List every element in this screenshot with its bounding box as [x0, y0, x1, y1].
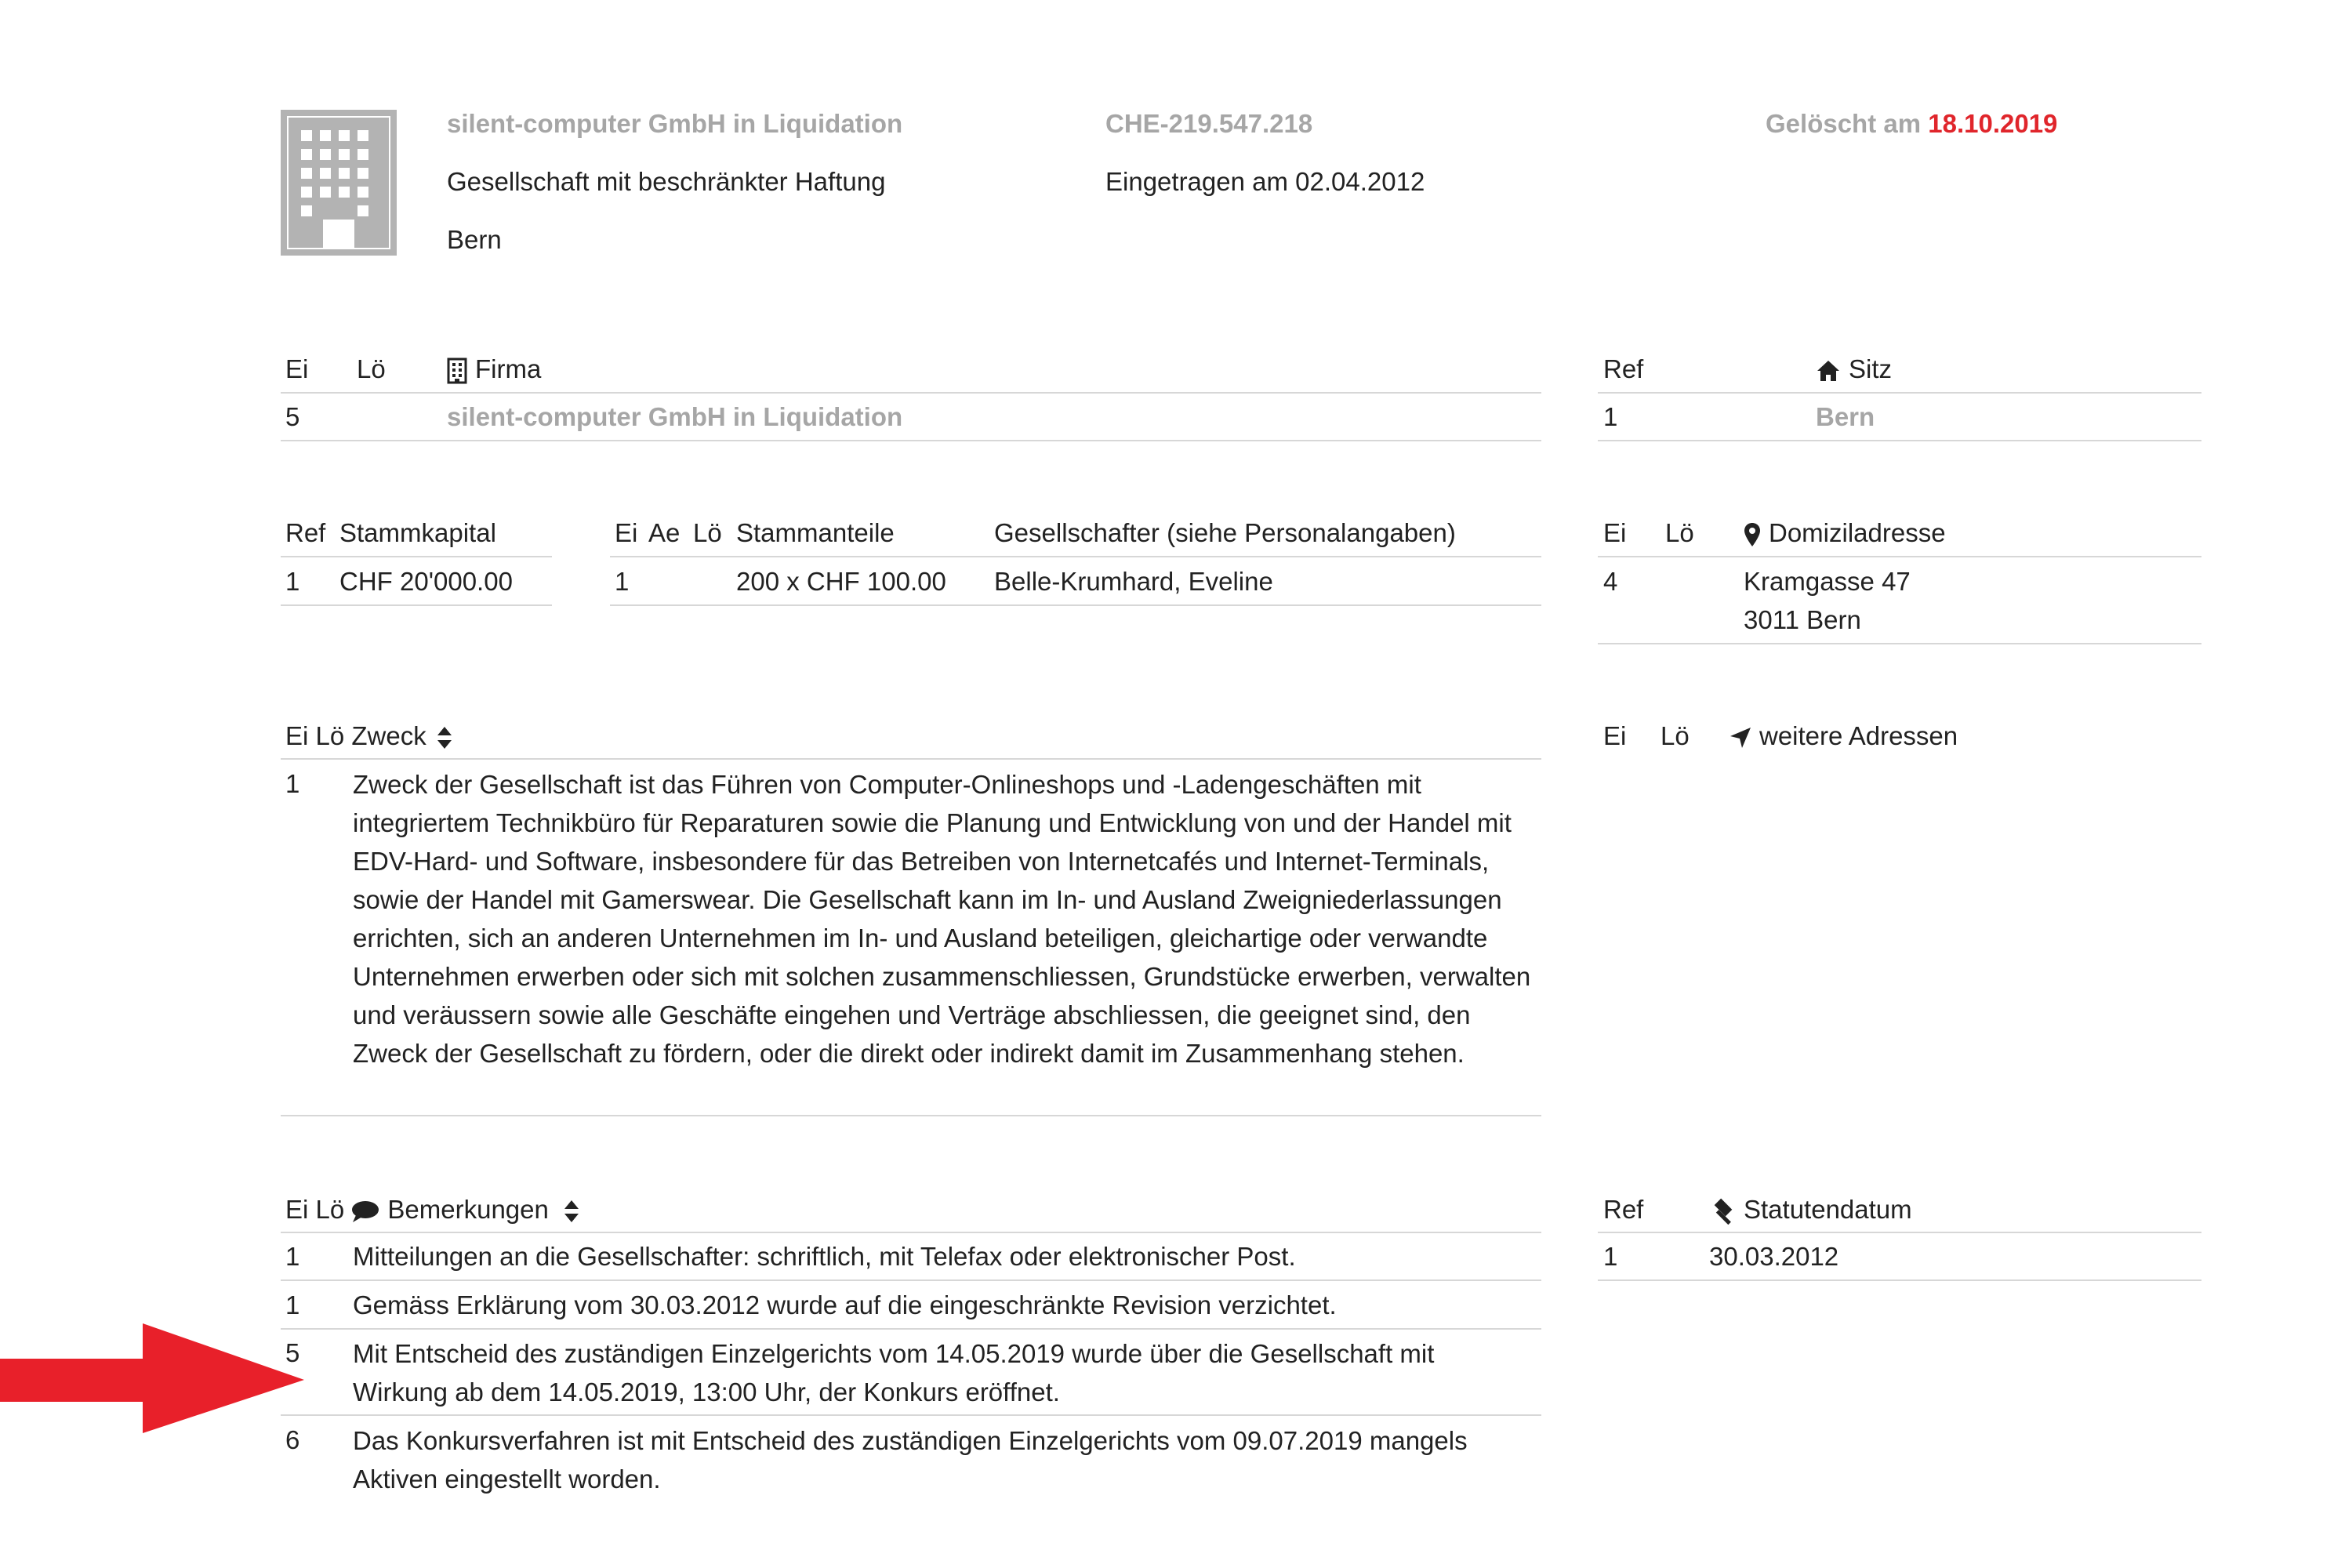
bemerkungen-col-header[interactable] — [285, 1195, 587, 1225]
divider — [281, 1414, 1541, 1416]
sitz-col-sitz — [1816, 354, 1892, 384]
header-deleted — [1766, 109, 2057, 139]
statuten-col-ref: Ref — [1603, 1195, 1644, 1224]
zweck-row-ei: 1 — [285, 769, 300, 798]
anteile-row-gesellschafter: Belle-Krumhard, Eveline — [994, 567, 1273, 596]
anteile-col-lo: Lö — [693, 518, 722, 547]
divider — [1598, 440, 2201, 441]
adressen-col-weitere — [1730, 721, 1958, 751]
divider — [281, 1328, 1541, 1330]
divider — [281, 392, 1541, 394]
gavel-icon — [1709, 1198, 1736, 1225]
adressen-col-lo: Lö — [1661, 721, 1690, 750]
statuten-col-statutendatum-label: Statutendatum — [1744, 1195, 1912, 1224]
bemerkung-row-text: Mitteilungen an die Gesellschafter: schriftlich, mit Telefax oder elektronischer Post. — [353, 1242, 1296, 1271]
location-arrow-icon — [1730, 727, 1751, 749]
deleted-label: Gelöscht am — [1766, 109, 1922, 138]
anteile-col-ei: Ei — [615, 518, 638, 547]
divider — [1598, 1232, 2201, 1233]
anteile-col-stammanteile: Stammanteile — [736, 518, 895, 547]
divider — [1598, 392, 2201, 394]
divider — [1598, 556, 2201, 557]
divider — [281, 440, 1541, 441]
home-icon — [1816, 359, 1841, 383]
bemerkung-row-ei: 6 — [285, 1425, 300, 1454]
divider — [610, 556, 1541, 557]
header-company-name: silent-computer GmbH in Liquidation — [447, 109, 903, 138]
sitz-row-sitz: Bern — [1816, 402, 1875, 431]
deleted-date: 18.10.2019 — [1928, 109, 2058, 138]
divider — [281, 556, 552, 557]
building-icon — [281, 110, 397, 256]
building-small-icon — [447, 358, 467, 384]
comment-icon — [351, 1200, 379, 1223]
firma-col-lo: Lö — [357, 354, 386, 383]
bemerkung-row-ei: 1 — [285, 1242, 300, 1271]
bemerkungen-col-bemerkungen: Bemerkungen — [387, 1195, 549, 1224]
red-arrow-icon — [0, 1323, 307, 1433]
sort-icon[interactable] — [564, 1200, 579, 1223]
map-marker-icon — [1744, 522, 1761, 547]
zweck-text: Zweck der Gesellschaft ist das Führen von Computer-Onlineshops und -Ladengeschäften mit integriertem Technikbüro für Reparaturen sowie die Planung und Entwicklung von und der Handel mit EDV-Hard- und Software, insbesondere für das Betreiben von Internetcafés und Internet-Terminals, sowie der Handel mit Gamerswear. Die Gesellschaft kann im In- und Ausland Zweigniederlassungen errichten, sich an anderen Unternehmen im In- und Ausland beteiligen, gleichartige oder verwandte Unternehmen erwerben oder sich mit solchen zusammenschliessen, Grundstücke erwerben, verwalten und veräussern sowie alle Geschäfte eingehen und Verträge abschliessen, die geeignet sind, den Zweck der Gesellschaft zu fördern, oder die direkt oder indirekt damit im Zusammenhang stehen. — [353, 770, 1531, 1068]
zweck-col-eilo: Ei Lö — [285, 721, 345, 750]
firma-row-ei: 5 — [285, 402, 300, 431]
divider — [281, 1232, 1541, 1233]
firma-col-ei: Ei — [285, 354, 309, 383]
adressen-col-ei: Ei — [1603, 721, 1627, 750]
adressen-col-weitere-label: weitere Adressen — [1759, 721, 1958, 750]
statuten-row-date: 30.03.2012 — [1709, 1242, 1839, 1271]
domizil-col-domizil-label: Domiziladresse — [1769, 518, 1946, 547]
firma-col-firma-label: Firma — [475, 354, 542, 383]
header-uid: CHE-219.547.218 — [1105, 109, 1313, 138]
firma-row-name: silent-computer GmbH in Liquidation — [447, 402, 903, 431]
company-building-icon — [281, 110, 397, 256]
header-registered-date: Eingetragen am 02.04.2012 — [1105, 167, 1425, 196]
sort-icon[interactable] — [437, 726, 452, 750]
divider — [1598, 643, 2201, 644]
divider — [1598, 1279, 2201, 1281]
header-location: Bern — [447, 225, 502, 254]
zweck-col-header[interactable] — [285, 721, 460, 751]
kapital-col-stammkapital: Stammkapital — [339, 518, 496, 547]
domizil-row-line1: Kramgasse 47 — [1744, 567, 1911, 596]
divider — [281, 1279, 1541, 1281]
bemerkung-row-text: Mit Entscheid des zuständigen Einzelgerichts vom 14.05.2019 wurde über die Gesellschaft mit Wirkung ab dem 14.05.2019, 13:00 Uhr, der Konkurs eröffnet. — [353, 1339, 1435, 1406]
sitz-row-ref: 1 — [1603, 402, 1618, 431]
kapital-row-ref: 1 — [285, 567, 300, 596]
zweck-col-zweck: Zweck — [351, 721, 426, 750]
domizil-row-line2: 3011 Bern — [1744, 605, 1861, 634]
divider — [281, 1115, 1541, 1116]
domizil-col-domizil — [1744, 518, 1946, 548]
bemerkungen-col-eilo: Ei Lö — [285, 1195, 345, 1224]
anteile-row-stammanteile: 200 x CHF 100.00 — [736, 567, 946, 596]
statuten-row-ref: 1 — [1603, 1242, 1618, 1271]
statuten-col-statutendatum — [1709, 1195, 1912, 1225]
domizil-col-lo: Lö — [1665, 518, 1694, 547]
kapital-row-value: CHF 20'000.00 — [339, 567, 513, 596]
sitz-col-sitz-label: Sitz — [1849, 354, 1893, 383]
anteile-col-gesellschafter: Gesellschafter (siehe Personalangaben) — [994, 518, 1456, 547]
domizil-row-ei: 4 — [1603, 567, 1618, 596]
firma-col-firma — [447, 354, 541, 384]
divider — [281, 758, 1541, 760]
red-arrow-shape — [0, 1323, 307, 1433]
divider — [610, 604, 1541, 606]
kapital-col-ref: Ref — [285, 518, 326, 547]
bemerkung-row-ei: 1 — [285, 1290, 300, 1319]
header-legal-form: Gesellschaft mit beschränkter Haftung — [447, 167, 886, 196]
bemerkung-row-text: Gemäss Erklärung vom 30.03.2012 wurde auf die eingeschränkte Revision verzichtet. — [353, 1290, 1337, 1319]
divider — [281, 604, 552, 606]
sitz-col-ref: Ref — [1603, 354, 1644, 383]
bemerkung-row-ei: 5 — [285, 1338, 300, 1367]
bemerkung-row-text: Das Konkursverfahren ist mit Entscheid des zuständigen Einzelgerichts vom 09.07.2019 mangels Aktiven eingestellt worden. — [353, 1426, 1468, 1494]
domizil-col-ei: Ei — [1603, 518, 1627, 547]
anteile-col-ae: Ae — [648, 518, 681, 547]
anteile-row-ei: 1 — [615, 567, 630, 596]
